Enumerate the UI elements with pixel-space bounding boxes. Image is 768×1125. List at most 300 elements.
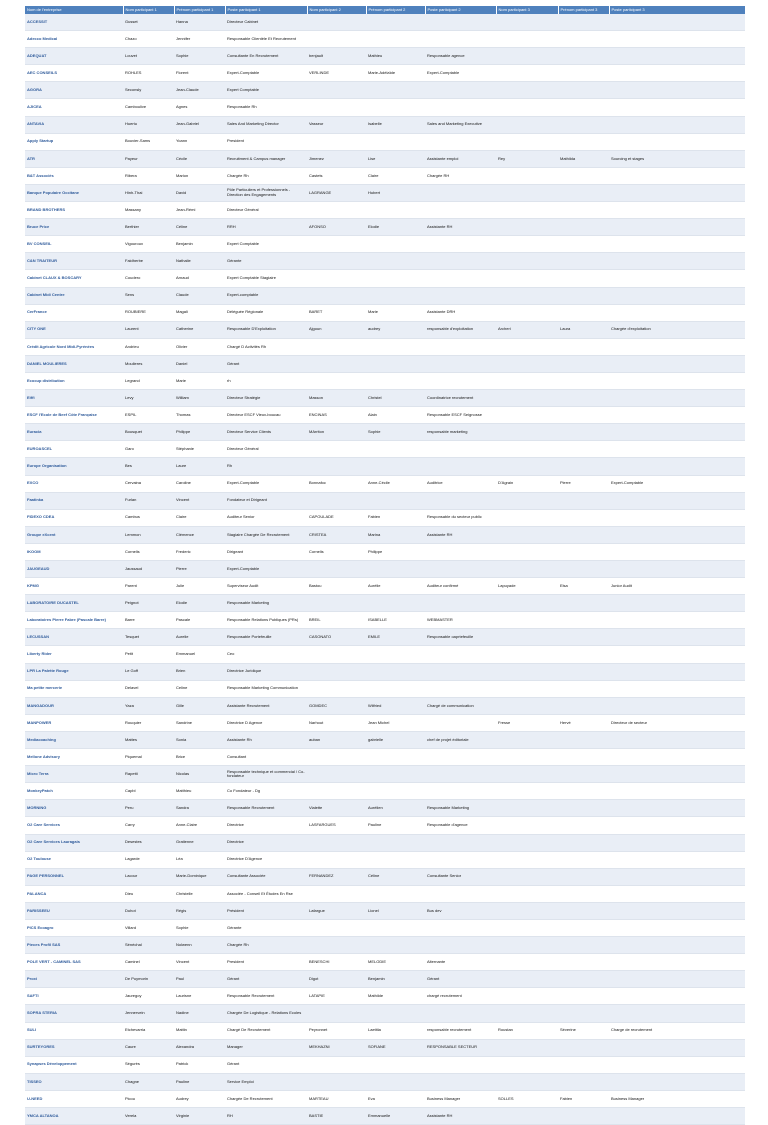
cell-last-name-3 [496, 817, 558, 834]
cell-first-name-3 [558, 372, 609, 389]
header-position-1: Poste participant 1 [225, 6, 307, 14]
cell-position-3 [609, 1005, 745, 1022]
table-row [25, 902, 745, 919]
cell-last-name-3: D'Agrain [496, 475, 558, 492]
cell-last-name-1: Cambus [123, 509, 174, 526]
cell-last-name-2: CRISTEA [307, 526, 366, 543]
cell-first-name-3: Fabien [558, 1090, 609, 1107]
table-row [25, 800, 745, 817]
cell-first-name-3 [558, 14, 609, 31]
cell-last-name-1: Garo [123, 441, 174, 458]
table-row [25, 116, 745, 133]
cell-first-name-2: Mathilde [366, 988, 425, 1005]
cell-position-3 [609, 48, 745, 65]
cell-position-3: Sourcing et stages [609, 150, 745, 167]
table-row [25, 937, 745, 954]
cell-first-name-2: MELODIE [366, 954, 425, 971]
cell-position-1: Directrice Juridique [225, 663, 307, 680]
cell-position-3 [609, 407, 745, 424]
cell-last-name-1: Laurent [123, 321, 174, 338]
cell-position-1: Gérante [225, 253, 307, 270]
cell-company: LECUSSAN [25, 629, 123, 646]
cell-last-name-1: Barre [123, 612, 174, 629]
cell-position-1: Sales And Marketing Director [225, 116, 307, 133]
cell-position-3 [609, 270, 745, 287]
cell-last-name-1: Legrand [123, 372, 174, 389]
cell-last-name-1: Vigouroux [123, 236, 174, 253]
cell-last-name-2: Masson [307, 390, 366, 407]
header-first-name-1: Prénom participant 1 [174, 6, 225, 14]
cell-last-name-2: Cornelis [307, 543, 366, 560]
table-row [25, 885, 745, 902]
cell-last-name-3 [496, 971, 558, 988]
cell-first-name-2 [366, 663, 425, 680]
cell-first-name-1: Yoann [174, 133, 225, 150]
cell-first-name-2 [366, 14, 425, 31]
cell-company: Liberty Rider [25, 646, 123, 663]
cell-position-3 [609, 543, 745, 560]
cell-company: SULI [25, 1022, 123, 1039]
cell-last-name-2: Narhout [307, 714, 366, 731]
cell-first-name-3 [558, 646, 609, 663]
cell-position-3: Business Manager [609, 1090, 745, 1107]
cell-last-name-2 [307, 561, 366, 578]
cell-position-2: Bus dev [425, 902, 496, 919]
cell-position-3 [609, 629, 745, 646]
cell-last-name-3 [496, 287, 558, 304]
cell-first-name-3 [558, 697, 609, 714]
cell-first-name-2: Céline [366, 868, 425, 885]
cell-first-name-3 [558, 424, 609, 441]
header-last-name-2: Nom participant 2 [307, 6, 366, 14]
cell-first-name-3: Pierre [558, 475, 609, 492]
cell-first-name-1: Alexandra [174, 1039, 225, 1056]
cell-company: AGORA [25, 82, 123, 99]
cell-last-name-1: Bousquet [123, 424, 174, 441]
cell-first-name-1: Anne-Claire [174, 817, 225, 834]
cell-position-3 [609, 133, 745, 150]
cell-last-name-2 [307, 202, 366, 219]
cell-position-2: Responsable agence [425, 48, 496, 65]
cell-company: Ecocup distribution [25, 372, 123, 389]
cell-last-name-1: Capbl [123, 783, 174, 800]
cell-company: POLE VERT - CAMINEL SAS [25, 954, 123, 971]
cell-first-name-1: Audrey [174, 1090, 225, 1107]
cell-first-name-3 [558, 800, 609, 817]
cell-last-name-3: Roustan [496, 1022, 558, 1039]
cell-company: ESCF l'Ecole de Beef Côte Française [25, 407, 123, 424]
cell-position-2: responsable marketing [425, 424, 496, 441]
cell-position-1: Chargée Rh [225, 167, 307, 184]
cell-position-2 [425, 458, 496, 475]
cell-first-name-1: Gratienne [174, 834, 225, 851]
cell-first-name-3 [558, 543, 609, 560]
cell-company: Micro Terra [25, 766, 123, 783]
cell-last-name-3 [496, 1073, 558, 1090]
table-row [25, 919, 745, 936]
cell-first-name-2 [366, 338, 425, 355]
cell-first-name-3 [558, 1073, 609, 1090]
cell-position-1: Directeur Général [225, 441, 307, 458]
table-row [25, 407, 745, 424]
cell-first-name-1: Virginie [174, 1108, 225, 1125]
cell-first-name-1: Agnes [174, 99, 225, 116]
cell-last-name-2: Ajgoun [307, 321, 366, 338]
cell-company: LABORATOIRE DUCASTEL [25, 595, 123, 612]
table-row [25, 561, 745, 578]
cell-last-name-1: Jaussaud [123, 561, 174, 578]
table-row [25, 14, 745, 31]
cell-first-name-1: Laure [174, 458, 225, 475]
cell-first-name-3 [558, 868, 609, 885]
cell-last-name-1: Le Goff [123, 663, 174, 680]
cell-position-3 [609, 14, 745, 31]
cell-position-2 [425, 372, 496, 389]
cell-first-name-1: Florent [174, 65, 225, 82]
table-row [25, 458, 745, 475]
cell-position-3 [609, 372, 745, 389]
cell-first-name-2: Fabien [366, 509, 425, 526]
cell-first-name-3 [558, 407, 609, 424]
cell-last-name-2: ENCINAS [307, 407, 366, 424]
cell-position-2 [425, 543, 496, 560]
cell-first-name-2: Elodie [366, 219, 425, 236]
cell-first-name-2: Laetitia [366, 1022, 425, 1039]
cell-position-1: Expert Comptable [225, 82, 307, 99]
cell-position-1: Consultante En Recrutement [225, 48, 307, 65]
cell-first-name-3 [558, 885, 609, 902]
cell-first-name-1: Jean-Claude [174, 82, 225, 99]
cell-position-2 [425, 338, 496, 355]
cell-position-1: Directrice [225, 817, 307, 834]
cell-first-name-3 [558, 595, 609, 612]
participants-table [25, 6, 746, 1125]
cell-first-name-1: Sandra [174, 800, 225, 817]
cell-first-name-2 [366, 680, 425, 697]
cell-position-3 [609, 885, 745, 902]
cell-position-1: Déléguée Régionale [225, 304, 307, 321]
cell-position-1: Co Fondateur - Dg [225, 783, 307, 800]
cell-position-2: Alternante [425, 954, 496, 971]
cell-position-3 [609, 526, 745, 543]
cell-first-name-3 [558, 202, 609, 219]
cell-position-1: Expert-Comptable [225, 475, 307, 492]
cell-company: CerFrance [25, 304, 123, 321]
cell-position-1: Associée - Conseil Et Études En Rse [225, 885, 307, 902]
cell-first-name-1: Sophie [174, 919, 225, 936]
cell-last-name-2 [307, 253, 366, 270]
cell-position-2 [425, 680, 496, 697]
cell-company: O2 Toulouse [25, 851, 123, 868]
cell-position-2 [425, 851, 496, 868]
cell-last-name-2: BASTIE [307, 1108, 366, 1125]
cell-last-name-1: Berthier [123, 219, 174, 236]
table-row [25, 629, 745, 646]
cell-position-3 [609, 390, 745, 407]
table-row [25, 167, 745, 184]
cell-last-name-1: Rapetti [123, 766, 174, 783]
cell-first-name-1: Pierre [174, 561, 225, 578]
cell-last-name-2 [307, 646, 366, 663]
cell-position-2: Sales and Marketing Executive [425, 116, 496, 133]
cell-last-name-1: Hinh-Thai [123, 184, 174, 201]
cell-position-3 [609, 99, 745, 116]
cell-last-name-3 [496, 766, 558, 783]
table-row [25, 595, 745, 612]
cell-first-name-2: Wilfried [366, 697, 425, 714]
cell-position-2 [425, 184, 496, 201]
cell-company: Mediacoaching [25, 731, 123, 748]
table-row [25, 971, 745, 988]
cell-first-name-3 [558, 390, 609, 407]
cell-last-name-3 [496, 167, 558, 184]
cell-position-1: Consultant [225, 749, 307, 766]
cell-first-name-1: Arnaud [174, 270, 225, 287]
cell-first-name-3 [558, 99, 609, 116]
cell-first-name-2 [366, 133, 425, 150]
cell-position-1: Responsable Marketing [225, 595, 307, 612]
table-row [25, 1005, 745, 1022]
cell-last-name-2: CASONATO [307, 629, 366, 646]
cell-company: Groupe eXcent [25, 526, 123, 543]
cell-last-name-3 [496, 937, 558, 954]
cell-position-1: Manager [225, 1039, 307, 1056]
cell-first-name-3 [558, 902, 609, 919]
cell-last-name-2 [307, 458, 366, 475]
cell-last-name-3: Rey [496, 150, 558, 167]
cell-first-name-3 [558, 31, 609, 48]
cell-first-name-3: Laura [558, 321, 609, 338]
cell-position-2 [425, 663, 496, 680]
cell-last-name-3 [496, 834, 558, 851]
cell-position-3 [609, 663, 745, 680]
cell-first-name-2 [366, 834, 425, 851]
cell-first-name-1: Caroline [174, 475, 225, 492]
table-row [25, 475, 745, 492]
cell-last-name-2 [307, 595, 366, 612]
cell-position-3 [609, 338, 745, 355]
cell-first-name-1: Pascale [174, 612, 225, 629]
cell-first-name-3 [558, 167, 609, 184]
cell-position-1: Service Emploi [225, 1073, 307, 1090]
cell-first-name-1: Stéphanie [174, 441, 225, 458]
cell-first-name-3 [558, 219, 609, 236]
cell-position-2 [425, 236, 496, 253]
cell-first-name-2: ISABELLE [366, 612, 425, 629]
cell-last-name-1: Yaza [123, 697, 174, 714]
cell-last-name-1: Payeur [123, 150, 174, 167]
cell-position-2: Business Manager [425, 1090, 496, 1107]
cell-position-1: Directrice D'Agence [225, 851, 307, 868]
cell-position-2 [425, 714, 496, 731]
cell-position-1: Responsable Portefeuille [225, 629, 307, 646]
cell-first-name-2 [366, 492, 425, 509]
cell-first-name-1: Mattin [174, 1022, 225, 1039]
cell-position-1: Gérant [225, 971, 307, 988]
cell-position-1: Rh [225, 458, 307, 475]
cell-first-name-3 [558, 526, 609, 543]
cell-position-3 [609, 509, 745, 526]
cell-first-name-1: Christelle [174, 885, 225, 902]
cell-position-1: Chargée De Logistique - Relations Ecoles [225, 1005, 307, 1022]
cell-last-name-2 [307, 834, 366, 851]
cell-position-3 [609, 954, 745, 971]
cell-last-name-2 [307, 663, 366, 680]
cell-position-2 [425, 595, 496, 612]
cell-first-name-1: Julie [174, 578, 225, 595]
cell-first-name-1: Philippe [174, 424, 225, 441]
cell-last-name-2: Bastou [307, 578, 366, 595]
cell-first-name-1: Olivier [174, 338, 225, 355]
cell-first-name-2 [366, 236, 425, 253]
cell-position-1: Expert-comptable [225, 287, 307, 304]
cell-position-2 [425, 270, 496, 287]
table-row [25, 851, 745, 868]
cell-first-name-3 [558, 1039, 609, 1056]
cell-first-name-1: Emmanuel [174, 646, 225, 663]
cell-first-name-3 [558, 988, 609, 1005]
cell-last-name-1: De Puymorin [123, 971, 174, 988]
cell-company: PAGE PERSONNEL [25, 868, 123, 885]
cell-position-3 [609, 680, 745, 697]
cell-position-1: Responsable Recrutement [225, 988, 307, 1005]
cell-last-name-2: Castets [307, 167, 366, 184]
cell-position-1: rh [225, 372, 307, 389]
cell-last-name-1: Camboulive [123, 99, 174, 116]
cell-last-name-2 [307, 14, 366, 31]
cell-last-name-3 [496, 1108, 558, 1125]
cell-last-name-1: Mattes [123, 731, 174, 748]
header-last-name-1: Nom participant 1 [123, 6, 174, 14]
cell-first-name-2: Claire [366, 167, 425, 184]
cell-company: PICS Ecoagro [25, 919, 123, 936]
cell-company: JAUGEAUD [25, 561, 123, 578]
cell-position-3 [609, 253, 745, 270]
cell-last-name-3 [496, 407, 558, 424]
cell-last-name-2: BREIL [307, 612, 366, 629]
cell-first-name-1: Daniel [174, 355, 225, 372]
cell-company: Laboratoires Pierre Fabre (Pascale Barre) [25, 612, 123, 629]
cell-company: C&N TRAITEUR [25, 253, 123, 270]
cell-last-name-2 [307, 372, 366, 389]
table-row [25, 1022, 745, 1039]
cell-position-3 [609, 492, 745, 509]
table-body [25, 14, 745, 1125]
cell-first-name-1: Paul [174, 971, 225, 988]
cell-first-name-2 [366, 441, 425, 458]
cell-first-name-2 [366, 372, 425, 389]
cell-last-name-2 [307, 1056, 366, 1073]
header-row [25, 6, 745, 14]
cell-last-name-2: Vasseur [307, 116, 366, 133]
cell-position-1: Directeur ESCF Vieux-boucau [225, 407, 307, 424]
cell-position-1: President [225, 954, 307, 971]
cell-last-name-2: LATAPIE [307, 988, 366, 1005]
cell-position-2: Auditrice [425, 475, 496, 492]
cell-last-name-1: Cornelis [123, 543, 174, 560]
cell-first-name-1: Nicolas [174, 766, 225, 783]
header-position-3: Poste participant 3 [609, 6, 745, 14]
cell-last-name-1: Dieu [123, 885, 174, 902]
cell-company: ANTAVIA [25, 116, 123, 133]
cell-company: Adecco Medical [25, 31, 123, 48]
cell-company: TISSEO [25, 1073, 123, 1090]
cell-first-name-3 [558, 561, 609, 578]
cell-last-name-2 [307, 1073, 366, 1090]
cell-first-name-3: Mathilda [558, 150, 609, 167]
cell-last-name-1: Sens [123, 287, 174, 304]
cell-position-2: Chargé de communication [425, 697, 496, 714]
cell-first-name-1: Jennifer [174, 31, 225, 48]
cell-first-name-2 [366, 202, 425, 219]
cell-first-name-2 [366, 561, 425, 578]
cell-last-name-1: Peru [123, 800, 174, 817]
cell-position-1: Ceo [225, 646, 307, 663]
cell-last-name-1: Seconsly [123, 82, 174, 99]
table-row [25, 509, 745, 526]
table-row [25, 749, 745, 766]
cell-position-1: Responsable Recrutement [225, 800, 307, 817]
cell-position-2: Assistante RH [425, 219, 496, 236]
table-row [25, 184, 745, 201]
cell-first-name-1: William [174, 390, 225, 407]
cell-last-name-2: BARET [307, 304, 366, 321]
cell-company: DANIEL MOULIERES [25, 355, 123, 372]
cell-first-name-2: Eva [366, 1090, 425, 1107]
cell-first-name-2: gabrielle [366, 731, 425, 748]
table-row [25, 543, 745, 560]
cell-last-name-3 [496, 372, 558, 389]
table-row [25, 526, 745, 543]
cell-first-name-2 [366, 99, 425, 116]
table-row [25, 646, 745, 663]
cell-last-name-1: ESPIL [123, 407, 174, 424]
table-row [25, 441, 745, 458]
header-last-name-3: Nom participant 3 [496, 6, 558, 14]
cell-position-3 [609, 561, 745, 578]
cell-first-name-2: audrey [366, 321, 425, 338]
cell-first-name-3 [558, 236, 609, 253]
table-row [25, 714, 745, 731]
cell-first-name-1: Sonia [174, 731, 225, 748]
header-position-2: Poste participant 2 [425, 6, 496, 14]
cell-first-name-2 [366, 1005, 425, 1022]
cell-position-3 [609, 116, 745, 133]
cell-position-3 [609, 749, 745, 766]
cell-first-name-2: Sophie [366, 424, 425, 441]
cell-last-name-3: Lapuyade [496, 578, 558, 595]
cell-position-3 [609, 783, 745, 800]
cell-position-2 [425, 133, 496, 150]
cell-first-name-1: Brien [174, 663, 225, 680]
header-company: Nom de l'entreprise [25, 6, 123, 14]
cell-last-name-2 [307, 749, 366, 766]
cell-last-name-1: Piquemal [123, 749, 174, 766]
cell-last-name-2: CAPOULADE [307, 509, 366, 526]
table-row [25, 680, 745, 697]
cell-first-name-1: Thomas [174, 407, 225, 424]
cell-position-1: Expert-Comptable [225, 561, 307, 578]
cell-last-name-3 [496, 458, 558, 475]
cell-last-name-3 [496, 82, 558, 99]
cell-first-name-3 [558, 253, 609, 270]
cell-first-name-1: Sophie [174, 48, 225, 65]
cell-first-name-3 [558, 954, 609, 971]
cell-first-name-2 [366, 82, 425, 99]
cell-position-2: Consultante Senior [425, 868, 496, 885]
cell-last-name-2: MEKHAZNI [307, 1039, 366, 1056]
cell-position-1: Responsable Marketing Communication [225, 680, 307, 697]
